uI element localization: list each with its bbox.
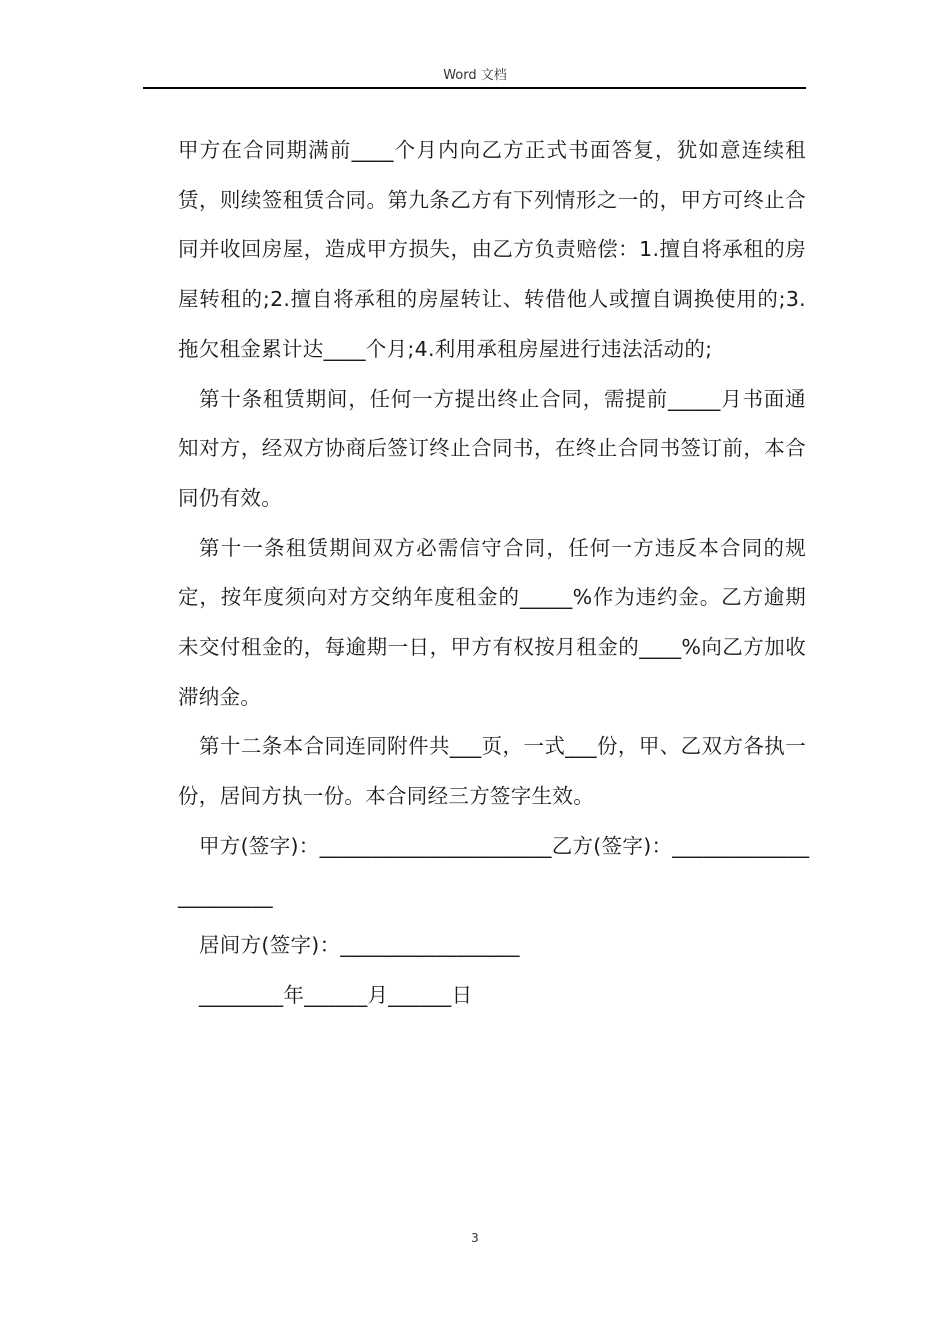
- page-number: 3: [471, 1231, 479, 1245]
- signature-party-a-b: 甲方(签字)：______________________乙方(签字)：_____________: [199, 833, 810, 858]
- paragraph-renewal-termination: 甲方在合同期满前____个月内向乙方正式书面答复，犹如意连续租赁，则续签租赁合同。第九条乙方有下列情形之一的，甲方可终止合同并收回房屋，造成甲方损失，由乙方负责赔偿：1.擅自将承租的房屋转租的;2.擅自将承租的房屋转让、转借他人或擅自调换使用的;3.拖欠租金累计达____个月;4.利用承租房屋进行违法活动的;: [178, 138, 806, 361]
- paragraph-article-11: 第十一条租赁期间双方必需信守合同，任何一方违反本合同的规定，按年度须向对方交纳年度租金的_____%作为违约金。乙方逾期未交付租金的，每逾期一日，甲方有权按月租金的____%向乙方加收滞纳金。: [178, 535, 806, 709]
- paragraph-article-12: 第十二条本合同连同附件共___页，一式___份，甲、乙双方各执一份，居间方执一份。本合同经三方签字生效。: [178, 734, 806, 809]
- signature-continuation-line: _________: [178, 883, 273, 908]
- page-header-title: Word 文档: [443, 68, 507, 83]
- header-divider: [143, 87, 806, 89]
- signature-intermediary: 居间方(签字)：_________________: [199, 933, 520, 958]
- date-line: ________年______月______日: [199, 982, 473, 1007]
- document-body: [178, 126, 810, 1021]
- paragraph-article-10: 第十条租赁期间，任何一方提出终止合同，需提前_____月书面通知对方，经双方协商后签订终止合同书，在终止合同书签订前，本合同仍有效。: [178, 386, 806, 510]
